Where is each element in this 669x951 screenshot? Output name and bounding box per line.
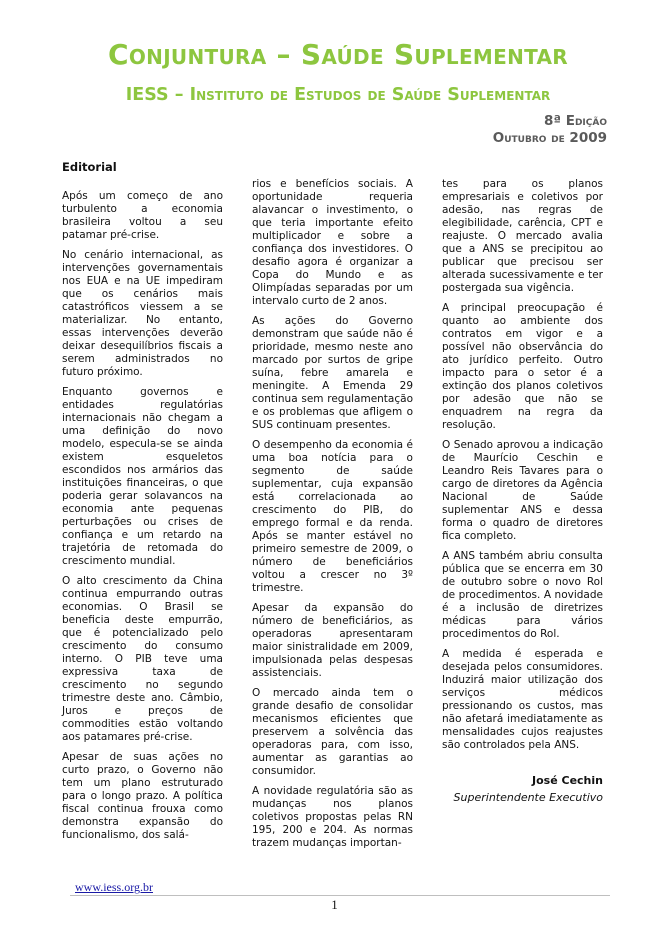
paragraph: O Senado aprovou a indicação de Maurício Ceschin e Leandro Reis Tavares para o cargo de diretores da Agência Nacional de Saúde suplementar ANS e dessa forma o quadro de diretores fica completo.	[442, 439, 603, 542]
paragraph: As ações do Governo demonstram que saúde não é prioridade, mesmo neste ano marcado por surtos de gripe suína, febre amarela e meningite. A Emenda 29 continua sem regulamentação e os problemas que afligem o SUS continuam presentes.	[252, 315, 413, 431]
paragraph: No cenário internacional, as intervenções governamentais nos EUA e na UE impediram que os cenários mais catastróficos viessem a se materializar. No entanto, essas intervenções deverão deixar desequilíbrios fiscais a serem administrados no futuro próximo.	[62, 249, 223, 378]
paragraph: A ANS também abriu consulta pública que se encerra em 30 de outubro sobre o novo Rol de procedimentos. A novidade é a inclusão de diretrizes médicas para vários procedimentos do Rol.	[442, 550, 603, 640]
paragraph: O alto crescimento da China continua empurrando outras economias. O Brasil se beneficia deste empurrão, que é potencializado pelo crescimento do consumo interno. O PIB teve uma expressiva taxa de crescimento no segundo trimestre deste ano. Câmbio, Juros e preços de commodities estão voltando aos patamares pré-crise.	[62, 575, 223, 743]
paragraph: Apesar de suas ações no curto prazo, o Governo não tem um plano estruturado para o longo prazo. A política fiscal continua frouxa como demonstra expansão do funcionalismo, dos salá-	[62, 751, 223, 841]
footer-divider	[70, 895, 610, 896]
edition-date: Outubro de 2009	[492, 130, 607, 146]
paragraph: A novidade regulatória são as mudanças nos planos coletivos propostas pelas RN 195, 200 e 204. As normas trazem mudanças importan-	[252, 785, 413, 849]
paragraph: O desempenho da economia é uma boa notícia para o segmento de saúde suplementar, cuja expansão está correlacionada ao crescimento do PIB, do emprego formal e da renda. Após se manter estável no primeiro semestre de 2009, o número de beneficiários voltou a crescer no 3º trimestre.	[252, 439, 413, 594]
author-role: Superintendente Executivo	[453, 791, 603, 804]
article-column-2	[252, 178, 413, 857]
paragraph: Apesar da expansão do número de beneficiários, as operadoras apresentaram maior sinistralidade em 2009, impulsionada pelas despesas assistenciais.	[252, 602, 413, 679]
article-column-1	[62, 161, 223, 849]
edition-block	[493, 113, 607, 147]
institute-subtitle: IESS – Instituto de Estudos de Saúde Suplementar	[125, 85, 551, 105]
edition-number: 8ª Edição	[544, 113, 607, 129]
article-column-3	[442, 178, 603, 804]
paragraph: Após um começo de ano turbulento a economia brasileira voltou a seu patamar pré-crise.	[62, 190, 223, 241]
paragraph: rios e benefícios sociais. A oportunidade requeria alavancar o investimento, o que teria importante efeito multiplicador e sobre a confiança dos investidores. O desafio agora é organizar a Copa do Mundo e as Olimpíadas separadas por um intervalo curto de 2 anos.	[252, 178, 413, 307]
paragraph: tes para os planos empresariais e coletivos por adesão, nas regras de elegibilidade, carência, CPT e reajuste. O mercado avalia que a ANS se precipitou ao publicar que precisou ser alterada sucessivamente e ter postergada sua vigência.	[442, 178, 603, 294]
paragraph: A principal preocupação é quanto ao ambiente dos contratos em vigor e a possível não observância do ato jurídico perfeito. Outro impacto para o setor é a extinção dos planos coletivos por adesão que não se enquadrem na regra da resolução.	[442, 302, 603, 431]
author-name: José Cechin	[532, 774, 603, 787]
newsletter-title: Conjuntura – Saúde Suplementar	[108, 38, 568, 71]
section-heading: Editorial	[62, 160, 117, 174]
page-number: 1	[331, 897, 338, 912]
website-link[interactable]: www.iess.org.br	[75, 880, 153, 894]
paragraph: O mercado ainda tem o grande desafio de consolidar mecanismos eficientes que preservem a solvência das operadoras para, com isso, aumentar as garantias ao consumidor.	[252, 687, 413, 777]
paragraph: Enquanto governos e entidades regulatórias internacionais não chegam a uma definição do novo modelo, especula-se se ainda existem esqueletos escondidos nos armários das instituições financeiras, o que poderia gerar solavancos na economia ante pequenas perturbações ou crises de confiança e um retardo na trajetória de retomada do crescimento mundial.	[62, 386, 223, 567]
paragraph: A medida é esperada e desejada pelos consumidores. Induzirá maior utilização dos serviços médicos pressionando os custos, mas não afetará imediatamente as mensalidades cujos reajustes são controlados pela ANS.	[442, 648, 603, 751]
